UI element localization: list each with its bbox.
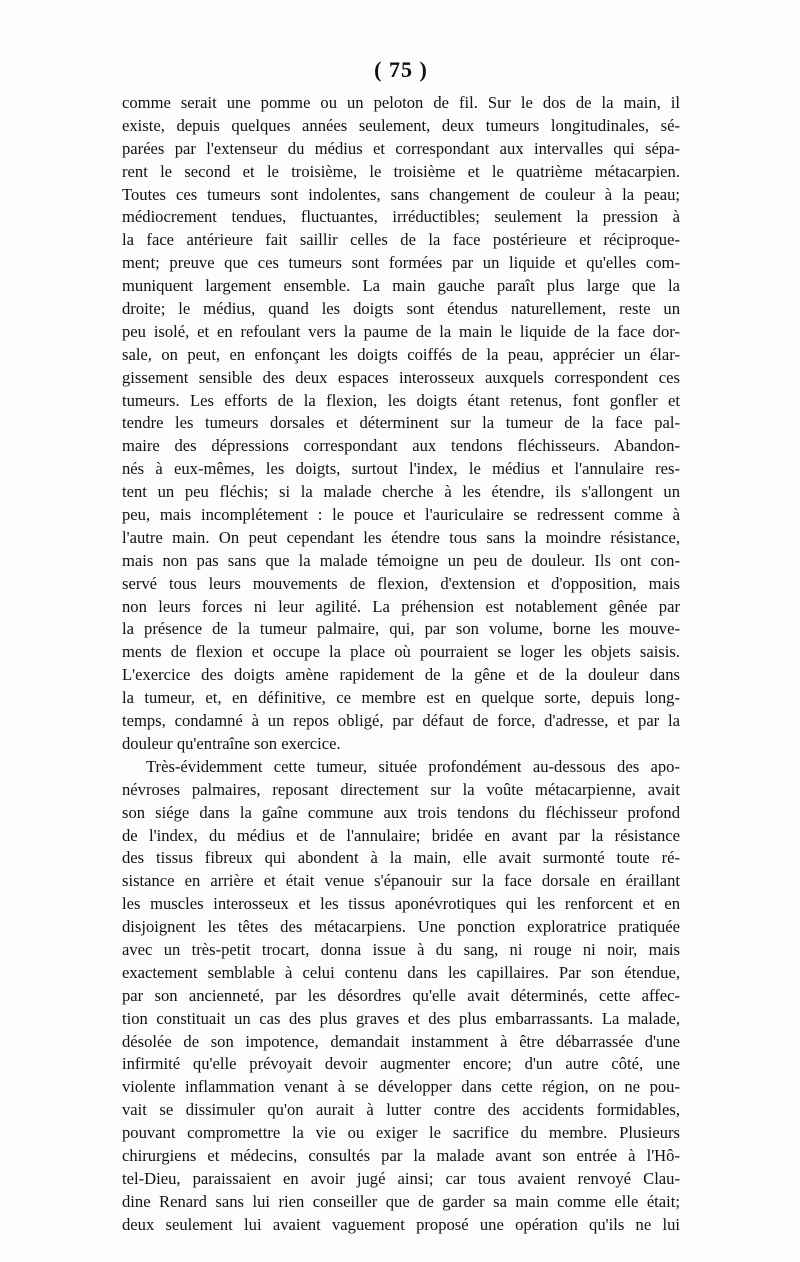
text-line: peu isolé, et en refoulant vers la paume de la main le liquide de la face dor- bbox=[122, 321, 680, 341]
text-line: sistance en arrière et était venue s'épanouir sur la face dorsale en éraillant bbox=[122, 871, 680, 891]
text-line: la tumeur, et, en définitive, ce membre est en quelque sorte, depuis long- bbox=[122, 688, 680, 708]
text-line: peu, mais incomplétement : le pouce et l'auriculaire se redressent comme à bbox=[122, 505, 680, 525]
text-line: tendre les tumeurs dorsales et déterminent sur la tumeur de la face pal- bbox=[122, 413, 680, 433]
text-line: infirmité qu'elle prévoyait devoir augmenter encore; d'un autre côté, une bbox=[122, 1054, 680, 1074]
paragraph-1 bbox=[122, 92, 680, 756]
text-line: parées par l'extenseur du médius et correspondant aux intervalles qui sépa- bbox=[122, 138, 680, 158]
text-line: tumeurs. Les efforts de la flexion, les doigts étant retenus, font gonfler et bbox=[122, 390, 680, 410]
text-line: son siége dans la gaîne commune aux trois tendons du fléchisseur profond bbox=[122, 802, 680, 822]
text-line: pouvant compromettre la vie ou exiger le sacrifice du membre. Plusieurs bbox=[122, 1123, 680, 1143]
text-line: existe, depuis quelques années seulement, deux tumeurs longitudinales, sé- bbox=[122, 115, 680, 135]
text-line: muniquent largement ensemble. La main gauche paraît plus large que la bbox=[122, 276, 680, 296]
text-line: avec un très-petit trocart, donna issue à du sang, ni rouge ni noir, mais bbox=[122, 939, 680, 959]
text-line: comme serait une pomme ou un peloton de fil. Sur le dos de la main, il bbox=[122, 93, 680, 112]
text-line: désolée de son impotence, demandait instamment à être débarrassée d'une bbox=[122, 1031, 680, 1051]
text-line: ment; preuve que ces tumeurs sont formées par un liquide et qu'elles com- bbox=[122, 253, 680, 273]
text-line: temps, condamné à un repos obligé, par défaut de force, d'adresse, et par la bbox=[122, 711, 680, 731]
text-line: maire des dépressions correspondant aux tendons fléchisseurs. Abandon- bbox=[122, 436, 680, 456]
text-line: Toutes ces tumeurs sont indolentes, sans changement de couleur à la peau; bbox=[122, 184, 680, 204]
page-number: ( 75 ) bbox=[374, 57, 428, 82]
text-line: droite; le médius, quand les doigts sont étendus naturellement, reste un bbox=[122, 299, 680, 319]
text-line: dine Renard sans lui rien conseiller que de garder sa main comme elle était; bbox=[122, 1191, 680, 1211]
text-line: tion constituait un cas des plus graves et des plus embarrassants. La malade, bbox=[122, 1008, 680, 1028]
text-line: non leurs forces ni leur agilité. La préhension est notablement gênée par bbox=[122, 596, 680, 616]
text-line: sale, on peut, en enfonçant les doigts coiffés de la peau, apprécier un élar- bbox=[122, 344, 680, 364]
text-line: médiocrement tendues, fluctuantes, irréductibles; seulement la pression à bbox=[122, 207, 680, 227]
text-line: vait se dissimuler qu'on aurait à lutter contre des accidents formidables, bbox=[122, 1100, 680, 1120]
text-line: les muscles interosseux et les tissus aponévrotiques qui les renforcent et en bbox=[122, 894, 680, 914]
text-line: l'autre main. On peut cependant les étendre tous sans la moindre résistance, bbox=[122, 527, 680, 547]
paragraph-2 bbox=[122, 756, 680, 1237]
text-line: ments de flexion et occupe la place où pourraient se loger les objets saisis. bbox=[122, 642, 680, 662]
text-line: de l'index, du médius et de l'annulaire; bridée en avant par la résistance bbox=[122, 825, 680, 845]
text-line: tel-Dieu, paraissaient en avoir jugé ainsi; car tous avaient renvoyé Clau- bbox=[122, 1168, 680, 1188]
text-line: violente inflammation venant à se développer dans cette région, on ne pou- bbox=[122, 1077, 680, 1097]
text-line: par son ancienneté, par les désordres qu'elle avait déterminés, cette affec- bbox=[122, 985, 680, 1005]
text-line: L'exercice des doigts amène rapidement de la gêne et de la douleur dans bbox=[122, 665, 680, 685]
text-line: névroses palmaires, reposant directement sur la voûte métacarpienne, avait bbox=[122, 779, 680, 799]
text-line: disjoignent les têtes des métacarpiens. Une ponction exploratrice pratiquée bbox=[122, 917, 680, 937]
text-line: exactement semblable à celui contenu dans les capillaires. Par son étendue, bbox=[122, 962, 680, 982]
text-line: douleur qu'entraîne son exercice. bbox=[122, 733, 341, 753]
text-line: servé tous leurs mouvements de flexion, d'extension et d'opposition, mais bbox=[122, 573, 680, 593]
text-line: gissement sensible des deux espaces interosseux auxquels correspondent ces bbox=[122, 367, 680, 387]
text-line: rent le second et le troisième, le troisième et le quatrième métacarpien. bbox=[122, 161, 680, 181]
text-line: chirurgiens et médecins, consultés par la malade avant son entrée à l'Hô- bbox=[122, 1145, 680, 1165]
text-line: deux seulement lui avaient vaguement proposé une opération qu'ils ne lui bbox=[122, 1214, 680, 1234]
text-line: mais non pas sans que la malade témoigne un peu de douleur. Ils ont con- bbox=[122, 550, 680, 570]
text-line: nés à eux-mêmes, les doigts, surtout l'index, le médius et l'annulaire res- bbox=[122, 459, 680, 479]
text-line: la face antérieure fait saillir celles de la face postérieure et réciproque- bbox=[122, 230, 680, 250]
text-line: tent un peu fléchis; si la malade cherche à les étendre, ils s'allongent un bbox=[122, 482, 680, 502]
text-line: Très-évidemment cette tumeur, située profondément au-dessous des apo- bbox=[146, 756, 680, 776]
text-line: des tissus fibreux qui abondent à la main, elle avait surmonté toute ré- bbox=[122, 848, 680, 868]
text-line: la présence de la tumeur palmaire, qui, par son volume, borne les mouve- bbox=[122, 619, 680, 639]
